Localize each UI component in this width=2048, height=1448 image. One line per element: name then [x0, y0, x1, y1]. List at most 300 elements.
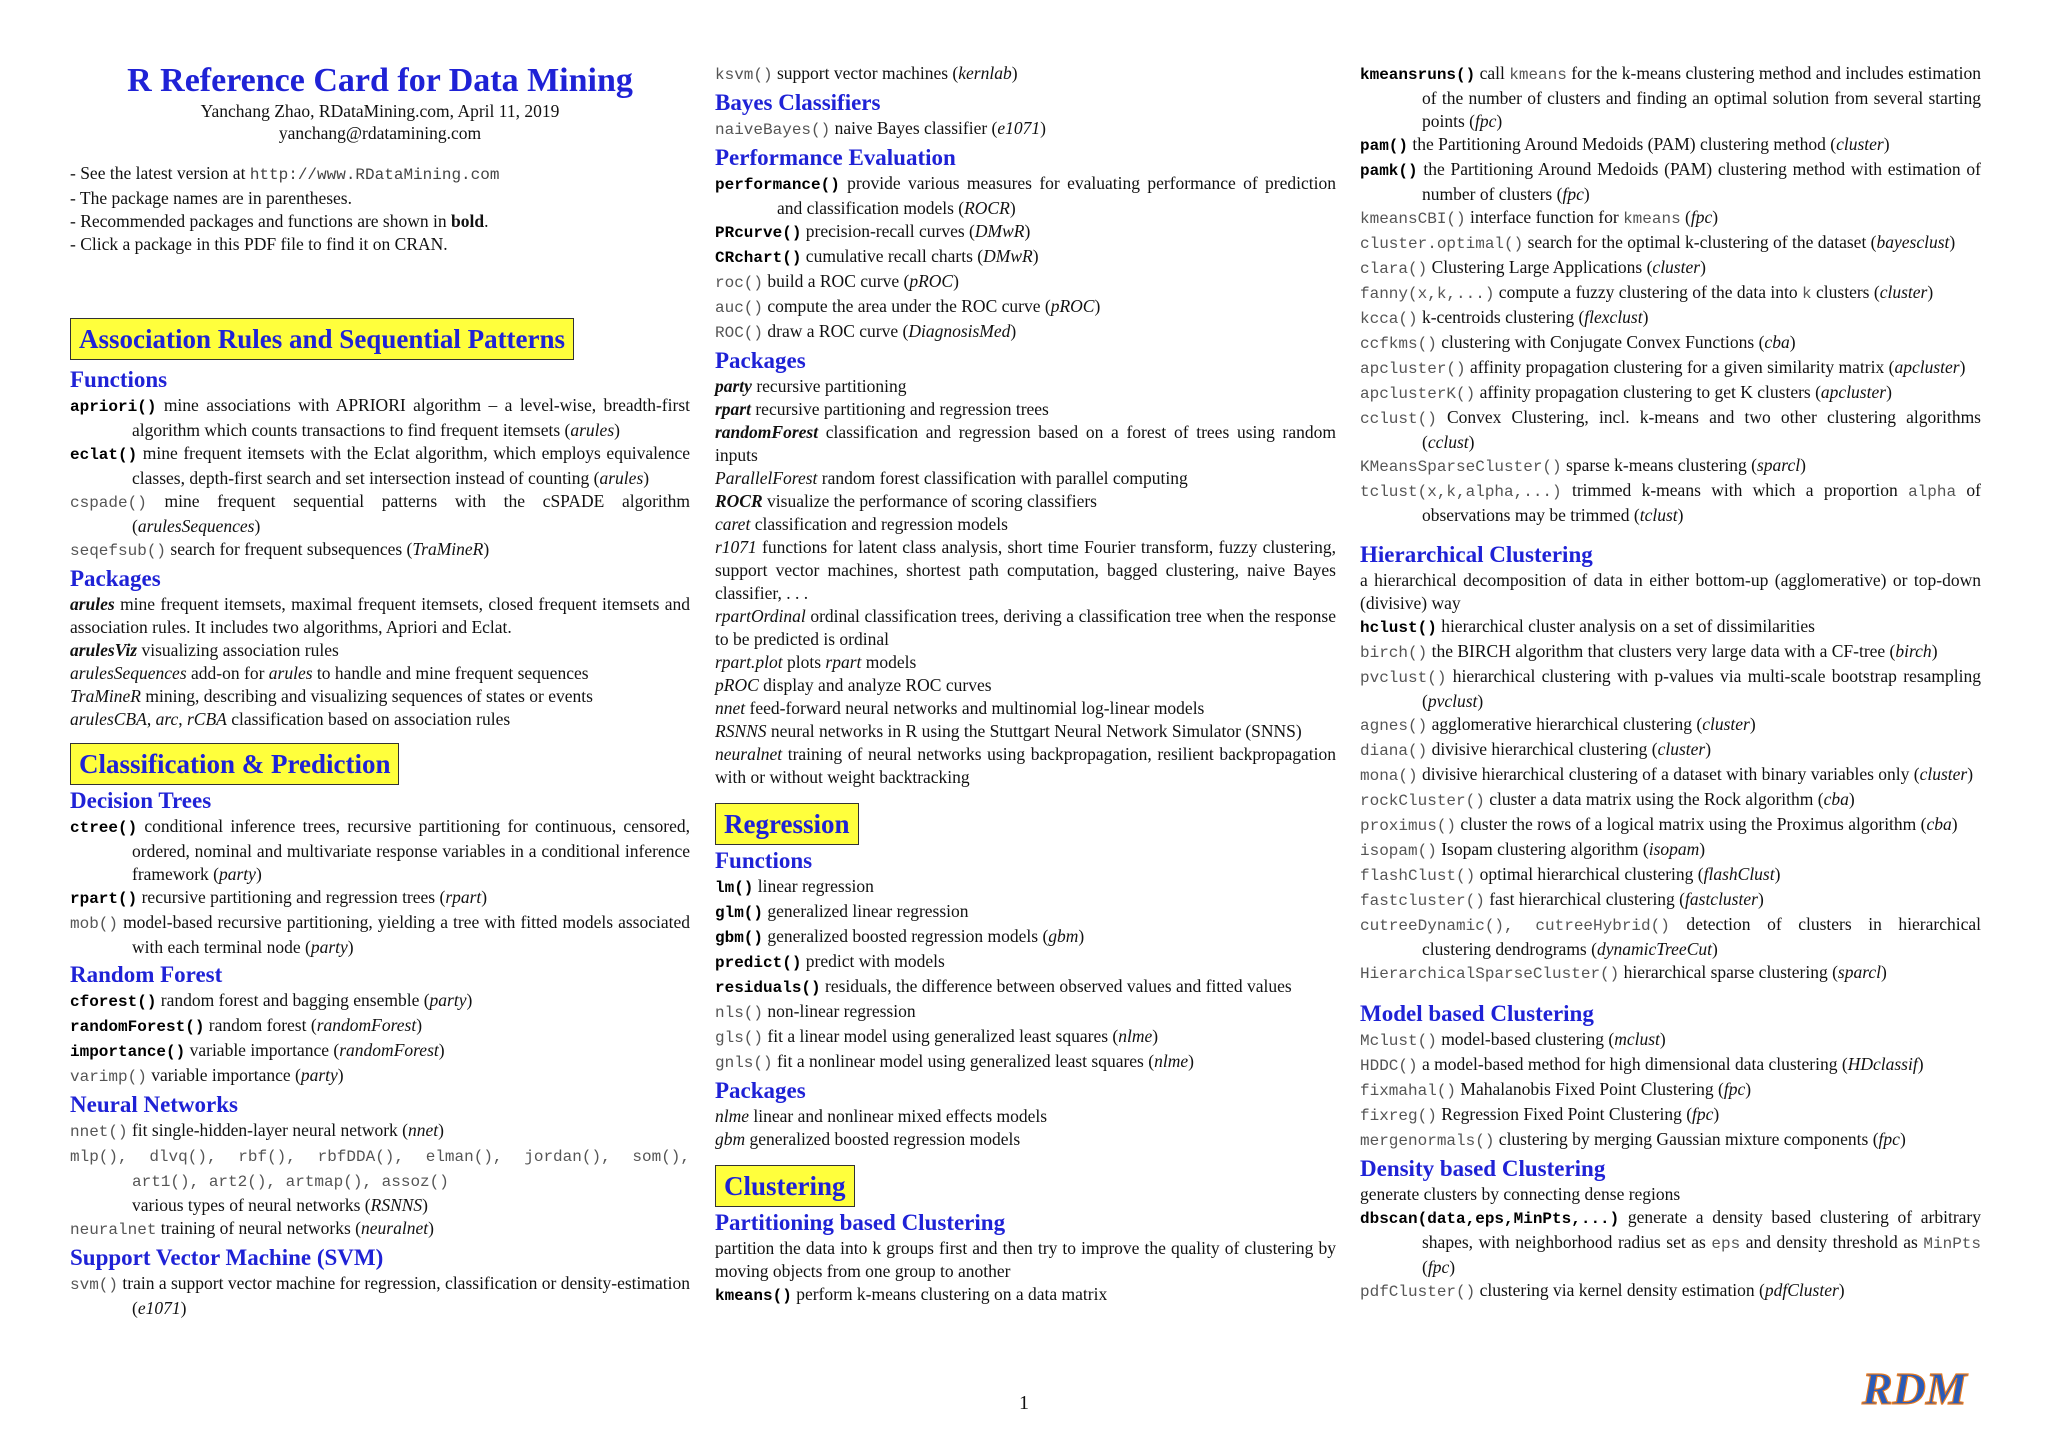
- density-intro: generate clusters by connecting dense regions: [1360, 1184, 1681, 1204]
- entry-prcurve: PRcurve() precision-recall curves (DMwR): [715, 221, 1031, 242]
- pkg-link[interactable]: fpc: [1692, 1104, 1714, 1124]
- entry-desc: generalized linear regression: [763, 901, 969, 921]
- entry-desc: hierarchical cluster analysis on a set of dissimilarities: [1436, 616, 1815, 636]
- pkg-link[interactable]: apcluster: [1820, 382, 1887, 402]
- section-regression: Regression: [715, 803, 859, 845]
- entry-desc: residuals, the difference between observed values and fitted values: [820, 976, 1292, 996]
- entry-desc: random forest classification with parallel computing: [817, 468, 1188, 488]
- pkg-link[interactable]: DMwR: [974, 221, 1025, 241]
- pkg-rpartplot-entry: [715, 651, 1336, 674]
- entry-performance: performance() provide various measures for evaluating performance of prediction and classification models (ROCR): [715, 173, 1336, 218]
- pkg-link[interactable]: neuralnet: [361, 1218, 429, 1238]
- entry-fastcluster: fastcluster() fast hierarchical clustering (fastcluster): [1360, 889, 1764, 910]
- entry-gnls: gnls() fit a nonlinear model using generalized least squares (nlme): [715, 1051, 1194, 1072]
- entry-desc: search for frequent subsequences (: [166, 539, 413, 559]
- fn-birch: birch(): [1360, 644, 1428, 662]
- entry-desc: predict with models: [801, 951, 945, 971]
- entry-desc: provide various measures for evaluating performance of prediction and classification models (: [777, 173, 1336, 218]
- entry-ksvm: ksvm() support vector machines (kernlab): [715, 63, 1018, 84]
- fn-agnes: agnes(): [1360, 717, 1428, 735]
- pkg-link[interactable]: sparcl: [1837, 962, 1882, 982]
- entry-desc: random forest and bagging ensemble (: [156, 990, 430, 1010]
- pkg-link[interactable]: cclust: [1427, 432, 1469, 452]
- column-3: [1360, 62, 1981, 1304]
- entry-desc: model-based recursive partitioning, yielding a tree with fitted models associated with each terminal node (: [118, 912, 690, 957]
- subsection-functions: Functions: [715, 848, 813, 873]
- section-clustering: Clustering: [715, 1165, 855, 1207]
- page-title: R Reference Card for Data Mining: [127, 62, 633, 99]
- fn-cspade: cspade(): [70, 494, 147, 512]
- pkg-link[interactable]: TraMineR: [412, 539, 484, 559]
- pkg-link[interactable]: fpc: [1690, 207, 1713, 227]
- pkg-link[interactable]: arulesViz: [70, 640, 138, 660]
- fn-dbscan: dbscan(data,eps,MinPts,...): [1360, 1210, 1620, 1228]
- fn-mergenormals: mergenormals(): [1360, 1132, 1495, 1150]
- fn-pvclust: pvclust(): [1360, 669, 1447, 687]
- fn-kmeans: kmeans(): [715, 1287, 792, 1305]
- entry-nls: [715, 1000, 1336, 1025]
- entry-desc: sparse k-means clustering (: [1561, 455, 1757, 475]
- fn-cclust: cclust(): [1360, 410, 1437, 428]
- entry-crchart: CRchart() cumulative recall charts (DMwR): [715, 246, 1039, 267]
- pkg-link[interactable]: cba: [1926, 814, 1952, 834]
- entry-rsnns-functions: mlp(), dlvq(), rbf(), rbfDDA(), elman(), jordan(), som(), art1(), art2(), artmap(), assoz() various types of neural networks (RSNNS): [70, 1148, 690, 1215]
- entry-desc: plots: [782, 652, 826, 672]
- entry-desc: agglomerative hierarchical clustering (: [1427, 714, 1703, 734]
- entry-hclust: [1360, 615, 1981, 640]
- pkg-link[interactable]: flexclust: [1584, 307, 1643, 327]
- fn-kmeansruns: kmeansruns(): [1360, 66, 1476, 84]
- column-2: [715, 62, 1336, 1308]
- entry-predict: [715, 950, 1336, 975]
- column-1: [70, 62, 690, 1320]
- pkg-link[interactable]: e1071: [137, 1298, 181, 1318]
- website-link[interactable]: http://www.RDataMining.com: [249, 166, 500, 184]
- entry-desc: the Partitioning Around Medoids (PAM) clustering method (: [1408, 134, 1837, 154]
- entry-desc: generate a density based clustering of arbitrary shapes, with neighborhood radius set as: [1422, 1207, 1981, 1252]
- partitioning-intro: partition the data into k groups first and then try to improve the quality of clustering by moving objects from one group to another: [715, 1238, 1336, 1281]
- pkg-link[interactable]: sparcl: [1757, 455, 1801, 475]
- entry-desc: clustering via kernel density estimation (: [1475, 1280, 1765, 1300]
- entry-kmeans: [715, 1283, 1336, 1308]
- pkg-link[interactable]: cluster: [1919, 764, 1968, 784]
- pkg-link[interactable]: fpc: [1427, 1257, 1450, 1277]
- note-recommended: [70, 210, 690, 233]
- entry-desc: train a support vector machine for regression, classification or density-estimation (: [118, 1273, 690, 1318]
- fn-auc: auc(): [715, 299, 764, 317]
- entry-gls: gls() fit a linear model using generalized least squares (nlme): [715, 1026, 1159, 1047]
- fn-roc: roc(): [715, 274, 764, 292]
- pkg-rpartordinal-entry: [715, 605, 1336, 651]
- pkg-link[interactable]: pdfCluster: [1764, 1280, 1839, 1300]
- pkg-link[interactable]: party: [715, 376, 752, 396]
- entry-desc: mine frequent itemsets with the Eclat algorithm, which employs equivalence classes, depth-first search and set intersection instead of counting (: [132, 443, 690, 488]
- subsection-bayes: Bayes Classifiers: [715, 90, 881, 115]
- pkg-link[interactable]: arulesSequences: [70, 663, 187, 683]
- entry-desc: affinity propagation clustering for a given similarity matrix (: [1465, 357, 1895, 377]
- entry-desc: mine frequent itemsets, maximal frequent itemsets, closed frequent itemsets and association rules. It includes two algorithms, Apriori and Eclat.: [70, 594, 690, 637]
- entry-desc: divisive hierarchical clustering (: [1427, 739, 1658, 759]
- entry-desc: k-centroids clustering (: [1417, 307, 1585, 327]
- pkg-link[interactable]: ROCR: [964, 198, 1010, 218]
- pkg-link[interactable]: gbm: [715, 1129, 746, 1149]
- entry-cutree: cutreeDynamic(), cutreeHybrid() detection of clusters in hierarchical clustering dendrograms (dynamicTreeCut): [1360, 914, 1981, 959]
- entry-desc: naive Bayes classifier (: [830, 118, 998, 138]
- pkg-gbm-entry: [715, 1128, 1336, 1151]
- entry-glm: [715, 900, 1336, 925]
- pkg-link[interactable]: fpc: [1723, 1079, 1746, 1099]
- pkg-link[interactable]: cba: [1764, 332, 1790, 352]
- pkg-link[interactable]: isopam: [1648, 839, 1700, 859]
- pkg-link[interactable]: party: [300, 1065, 338, 1085]
- pkg-parallelforest-entry: [715, 467, 1336, 490]
- fn-gnls: gnls(): [715, 1054, 773, 1072]
- entry-desc: affinity propagation clustering to get K clusters (: [1475, 382, 1821, 402]
- entry-desc: non-linear regression: [763, 1001, 916, 1021]
- entry-fanny: fanny(x,k,...) compute a fuzzy clustering of the data into k clusters (cluster): [1360, 282, 1934, 303]
- pkg-link[interactable]: arc: [155, 709, 179, 729]
- entry-desc: clusters (: [1811, 282, 1880, 302]
- pkg-rocr-entry: [715, 490, 1336, 513]
- subsection-packages: Packages: [715, 348, 806, 373]
- pkg-link[interactable]: flashClust: [1703, 864, 1775, 884]
- fn-glm: glm(): [715, 904, 764, 922]
- pkg-link[interactable]: party: [310, 937, 348, 957]
- pkg-link[interactable]: pvclust: [1427, 691, 1478, 711]
- rdm-logo-text: RDM: [1862, 1363, 1967, 1414]
- pkg-link[interactable]: DiagnosisMed: [908, 321, 1011, 341]
- entry-apcluster: apcluster() affinity propagation clustering for a given similarity matrix (apcluster): [1360, 357, 1966, 378]
- entry-pam: pam() the Partitioning Around Medoids (PAM) clustering method (cluster): [1360, 134, 1890, 155]
- entry-fixreg: fixreg() Regression Fixed Point Clustering (fpc): [1360, 1104, 1720, 1125]
- fn-ref: eps: [1711, 1235, 1741, 1253]
- entry-ccfkms: ccfkms() clustering with Conjugate Convex Functions (cba): [1360, 332, 1796, 353]
- entry-desc: build a ROC curve (: [763, 271, 910, 291]
- entry-nnet: nnet() fit single-hidden-layer neural network (nnet): [70, 1120, 444, 1141]
- entry-desc: Convex Clustering, incl. k-means and two other clustering algorithms (: [1422, 407, 1981, 452]
- fn-ref: kmeans: [1509, 66, 1567, 84]
- fn-neuralnet: neuralnet: [70, 1221, 157, 1239]
- pkg-link[interactable]: party: [429, 990, 467, 1010]
- section-classification: Classification & Prediction: [70, 743, 399, 785]
- pkg-arulesviz-entry: [70, 639, 690, 662]
- entry-lm: [715, 875, 1336, 900]
- fn-rsnns-list: mlp(), dlvq(), rbf(), rbfDDA(), elman(), jordan(), som(), art1(), art2(), artmap(), assoz(): [70, 1148, 690, 1191]
- subsection-packages: Packages: [715, 1078, 806, 1103]
- entry-desc: functions for latent class analysis, short time Fourier transform, fuzzy clustering, support vector machines, shortest path computation, bagged clustering, naive Bayes classifier, . . .: [715, 537, 1336, 603]
- entry-desc: of observations may be trimmed (: [1422, 480, 1982, 525]
- subsection-packages: Packages: [70, 566, 161, 591]
- fn-hierarchicalsparsecluster: HierarchicalSparseCluster(): [1360, 965, 1620, 983]
- pkg-link[interactable]: tclust: [1639, 505, 1678, 525]
- fn-crchart: CRchart(): [715, 249, 802, 267]
- pkg-link[interactable]: arulesCBA: [70, 709, 147, 729]
- entry-hierarchicalsparsecluster: HierarchicalSparseCluster() hierarchical sparse clustering (sparcl): [1360, 962, 1887, 983]
- fn-mclust: Mclust(): [1360, 1032, 1437, 1050]
- entry-desc: linear and nonlinear mixed effects models: [749, 1106, 1048, 1126]
- pkg-link[interactable]: pROC: [715, 675, 759, 695]
- fn-isopam: isopam(): [1360, 842, 1437, 860]
- entry-desc: perform k-means clustering on a data matrix: [791, 1284, 1108, 1304]
- entry-diana: diana() divisive hierarchical clustering (cluster): [1360, 739, 1712, 760]
- pkg-link[interactable]: cluster: [1879, 282, 1928, 302]
- pkg-arulescba-entry: arulesCBA, arc, rCBA classification based on association rules: [70, 709, 511, 729]
- pkg-link[interactable]: nnet: [408, 1120, 439, 1140]
- entry-kmeanscbi: kmeansCBI() interface function for kmeans (fpc): [1360, 207, 1719, 228]
- entry-desc: visualizing association rules: [137, 640, 339, 660]
- fn-lm: lm(): [715, 879, 754, 897]
- entry-desc: and density threshold as: [1740, 1232, 1924, 1252]
- pkg-e1071-entry: [715, 536, 1336, 605]
- pkg-link[interactable]: cba: [1823, 789, 1849, 809]
- subsection-random-forest: Random Forest: [70, 962, 223, 987]
- pkg-link[interactable]: bayesclust: [1876, 232, 1950, 252]
- pkg-rpart-entry: [715, 398, 1336, 421]
- entry-pamk: pamk() the Partitioning Around Medoids (PAM) clustering method with estimation of number of clusters (fpc): [1360, 159, 1981, 204]
- pkg-link[interactable]: pROC: [1050, 296, 1095, 316]
- fn-ref: MinPts: [1923, 1235, 1981, 1253]
- pkg-link[interactable]: kernlab: [958, 63, 1012, 83]
- fn-apclusterk: apclusterK(): [1360, 385, 1476, 403]
- fn-svm: svm(): [70, 1276, 119, 1294]
- entry-desc: recursive partitioning: [751, 376, 907, 396]
- note-bold: bold: [451, 211, 485, 231]
- entry-svm: svm() train a support vector machine for regression, classification or density-estimation (e1071): [70, 1273, 690, 1318]
- pkg-link[interactable]: party: [218, 864, 256, 884]
- fn-varimp: varimp(): [70, 1068, 147, 1086]
- entry-desc: hierarchical sparse clustering (: [1619, 962, 1838, 982]
- pkg-ref: rpart: [825, 652, 862, 672]
- entry-desc: cumulative recall charts (: [801, 246, 984, 266]
- fn-apcluster: apcluster(): [1360, 360, 1466, 378]
- entry-desc: model-based clustering (: [1436, 1029, 1615, 1049]
- entry-desc: search for the optimal k-clustering of the dataset (: [1523, 232, 1877, 252]
- pkg-link[interactable]: ROCR: [715, 491, 763, 511]
- entry-mona: mona() divisive hierarchical clustering of a dataset with binary variables only (cluster): [1360, 764, 1974, 785]
- entry-fixmahal: fixmahal() Mahalanobis Fixed Point Clustering (fpc): [1360, 1079, 1752, 1100]
- entry-neuralnet: neuralnet training of neural networks (neuralnet): [70, 1218, 434, 1239]
- entry-residuals: [715, 975, 1336, 1000]
- pkg-link[interactable]: arules: [599, 468, 644, 488]
- entry-hddc: HDDC() a model-based method for high dimensional data clustering (HDclassif): [1360, 1054, 1924, 1075]
- pkg-link[interactable]: arules: [570, 420, 615, 440]
- fn-pamk: pamk(): [1360, 162, 1418, 180]
- fn-cforest: cforest(): [70, 993, 157, 1011]
- fn-ref: kmeans: [1623, 210, 1681, 228]
- fn-fanny: fanny(x,k,...): [1360, 285, 1495, 303]
- pkg-link[interactable]: cluster: [1836, 134, 1884, 154]
- subsection-model-based: Model based Clustering: [1360, 1001, 1594, 1026]
- entry-desc: variable importance (: [146, 1065, 301, 1085]
- pkg-link[interactable]: fpc: [1475, 111, 1497, 131]
- pkg-link[interactable]: fpc: [1878, 1129, 1900, 1149]
- entry-isopam: isopam() Isopam clustering algorithm (isopam): [1360, 839, 1706, 860]
- fn-cluster-optimal: cluster.optimal(): [1360, 235, 1524, 253]
- entry-desc: the Partitioning Around Medoids (PAM) clustering method with estimation of number of clusters (: [1417, 159, 1981, 204]
- entry-clara: clara() Clustering Large Applications (cluster): [1360, 257, 1706, 278]
- entry-varimp: varimp() variable importance (party): [70, 1065, 344, 1086]
- pkg-ref: arules: [268, 663, 313, 683]
- fn-seqefsub: seqefsub(): [70, 542, 167, 560]
- pkg-link[interactable]: HDclassif: [1847, 1054, 1918, 1074]
- entry-desc: recursive partitioning and regression trees (: [137, 887, 446, 907]
- entry-desc: detection of clusters in hierarchical clustering dendrograms (: [1422, 914, 1981, 959]
- fn-hddc: HDDC(): [1360, 1057, 1418, 1075]
- subsection-partitioning: Partitioning based Clustering: [715, 1210, 1006, 1235]
- pkg-link[interactable]: cluster: [1652, 257, 1701, 277]
- fn-flashclust: flashClust(): [1360, 867, 1476, 885]
- entry-apclusterk: apclusterK() affinity propagation clustering to get K clusters (apcluster): [1360, 382, 1892, 403]
- entry-birch: birch() the BIRCH algorithm that clusters very large data with a CF-tree (birch): [1360, 641, 1938, 662]
- fn-prcurve: PRcurve(): [715, 224, 802, 242]
- pkg-link[interactable]: e1071: [997, 118, 1041, 138]
- fn-naivebayes: naiveBayes(): [715, 121, 831, 139]
- fn-rockcluster: rockCluster(): [1360, 792, 1485, 810]
- pkg-link[interactable]: cluster: [1702, 714, 1750, 734]
- pkg-link[interactable]: rpartOrdinal: [715, 606, 806, 626]
- fn-ref: alpha: [1908, 483, 1957, 501]
- entry-desc: recursive partitioning and regression trees: [750, 399, 1049, 419]
- fn-gls: gls(): [715, 1029, 764, 1047]
- entry-naivebayes: naiveBayes() naive Bayes classifier (e1071): [715, 118, 1046, 139]
- pkg-link[interactable]: rpart: [445, 887, 482, 907]
- page-number: 1: [1019, 1392, 1029, 1414]
- entry-desc: training of neural networks using backpropagation, resilient backpropagation with or without weight backtracking: [715, 744, 1336, 787]
- entry-dbscan: dbscan(data,eps,MinPts,...) generate a density based clustering of arbitrary shapes, with neighborhood radius set as eps and density threshold as MinPts (fpc): [1360, 1207, 1981, 1277]
- fn-hclust: hclust(): [1360, 619, 1437, 637]
- pkg-link[interactable]: randomForest: [715, 422, 819, 442]
- pkg-link[interactable]: rpart: [715, 399, 751, 419]
- subsection-hierarchical: Hierarchical Clustering: [1360, 542, 1593, 567]
- entry-desc: mine frequent sequential patterns with the cSPADE algorithm (: [132, 491, 690, 536]
- pkg-link[interactable]: mclust: [1614, 1029, 1660, 1049]
- pkg-link[interactable]: r1071: [715, 537, 757, 557]
- pkg-link[interactable]: fpc: [1562, 184, 1584, 204]
- fn-eclat: eclat(): [70, 446, 138, 464]
- pkg-link[interactable]: dynamicTreeCut: [1596, 939, 1712, 959]
- pkg-link[interactable]: randomForest: [339, 1040, 439, 1060]
- entry-desc: Clustering Large Applications (: [1427, 257, 1653, 277]
- pkg-link[interactable]: rpart.plot: [715, 652, 783, 672]
- entry-desc: feed-forward neural networks and multinomial log-linear models: [745, 698, 1205, 718]
- fn-proximus: proximus(): [1360, 817, 1457, 835]
- fn-tclust: tclust(x,k,alpha,...): [1360, 483, 1562, 501]
- fn-diana: diana(): [1360, 742, 1428, 760]
- entry-flashclust: flashClust() optimal hierarchical clustering (flashClust): [1360, 864, 1781, 885]
- pkg-link[interactable]: nlme: [1154, 1051, 1189, 1071]
- entry-desc: cluster the rows of a logical matrix using the Proximus algorithm (: [1456, 814, 1927, 834]
- subsection-svm: Support Vector Machine (SVM): [70, 1245, 384, 1270]
- entry-desc: conditional inference trees, recursive partitioning for continuous, censored, ordered, nominal and multivariate response variables in a conditional inference framework (: [132, 816, 690, 884]
- pkg-link[interactable]: ParallelForest: [715, 468, 818, 488]
- entry-desc: cluster a data matrix using the Rock algorithm (: [1484, 789, 1824, 809]
- pkg-link[interactable]: pROC: [909, 271, 954, 291]
- pkg-link[interactable]: birch: [1895, 641, 1932, 661]
- fn-nls: nls(): [715, 1004, 764, 1022]
- note-text: .: [484, 211, 489, 231]
- pkg-link[interactable]: rCBA: [187, 709, 227, 729]
- section-association-rules: Association Rules and Sequential Patterns: [70, 318, 574, 360]
- entry-desc: interface function for: [1465, 207, 1624, 227]
- pkg-arules-entry: [70, 593, 690, 639]
- pkg-link[interactable]: RSNNS: [715, 721, 767, 741]
- entry-desc: fast hierarchical clustering (: [1484, 889, 1686, 909]
- pkg-party-entry: [715, 375, 1336, 398]
- fn-ref: k: [1802, 285, 1812, 303]
- entry-desc: for the k-means clustering method and includes estimation of the number of clusters and finding an optimal solution from several starting points (: [1422, 63, 1981, 131]
- pkg-link[interactable]: nlme: [715, 1106, 750, 1126]
- entry-desc: to handle and mine frequent sequences: [312, 663, 589, 683]
- pkg-caret-entry: [715, 513, 1336, 536]
- entry-rockcluster: rockCluster() cluster a data matrix using the Rock algorithm (cba): [1360, 789, 1855, 810]
- fn-ccfkms: ccfkms(): [1360, 335, 1437, 353]
- fn-fixreg: fixreg(): [1360, 1107, 1437, 1125]
- entry-pvclust: pvclust() hierarchical clustering with p-values via multi-scale bootstrap resampling (pvclust): [1360, 666, 1981, 711]
- entry-desc: fit a nonlinear model using generalized least squares (: [772, 1051, 1155, 1071]
- entry-ctree: ctree() conditional inference trees, recursive partitioning for continuous, censored, ordered, nominal and multivariate response variables in a conditional inference framework (party): [70, 816, 690, 884]
- pkg-link[interactable]: caret: [715, 514, 751, 534]
- fn-kmeanssparsecluster: KMeansSparseCluster(): [1360, 458, 1562, 476]
- subsection-functions: Functions: [70, 367, 168, 392]
- entry-desc: mine associations with APRIORI algorithm – a level-wise, breadth-first algorithm which counts transactions to find frequent itemsets (: [132, 395, 690, 440]
- entry-mergenormals: mergenormals() clustering by merging Gaussian mixture components (fpc): [1360, 1129, 1906, 1150]
- fn-importance: importance(): [70, 1043, 186, 1061]
- pkg-traminer-entry: [70, 685, 690, 708]
- pkg-link[interactable]: DMwR: [983, 246, 1033, 266]
- pkg-link[interactable]: nnet: [715, 698, 746, 718]
- entry-roc: roc() build a ROC curve (pROC): [715, 271, 959, 292]
- entry-desc: classification based on association rules: [226, 709, 511, 729]
- pkg-link[interactable]: nlme: [1118, 1026, 1153, 1046]
- entry-mob: mob() model-based recursive partitioning, yielding a tree with fitted models associated with each terminal node (party): [70, 912, 690, 957]
- fn-gbm: gbm(): [715, 929, 764, 947]
- pkg-link[interactable]: cluster: [1657, 739, 1706, 759]
- pkg-link[interactable]: RSNNS: [370, 1195, 423, 1215]
- entry-desc: draw a ROC curve (: [763, 321, 909, 341]
- pkg-link[interactable]: neuralnet: [715, 744, 783, 764]
- subsection-density-based: Density based Clustering: [1360, 1156, 1606, 1181]
- pkg-link[interactable]: gbm: [1048, 926, 1079, 946]
- entry-desc: training of neural networks (: [156, 1218, 362, 1238]
- entry-kcca: kcca() k-centroids clustering (flexclust): [1360, 307, 1649, 328]
- entry-eclat: eclat() mine frequent itemsets with the Eclat algorithm, which employs equivalence classes, depth-first search and set intersection instead of counting (arules): [70, 443, 690, 488]
- entry-seqefsub: seqefsub() search for frequent subsequences (TraMineR): [70, 539, 490, 560]
- pkg-link[interactable]: randomForest: [316, 1015, 417, 1035]
- entry-apriori: apriori() mine associations with APRIORI algorithm – a level-wise, breadth-first algorithm which counts transactions to find frequent itemsets (arules): [70, 395, 690, 440]
- entry-desc: linear regression: [753, 876, 874, 896]
- entry-desc: clustering by merging Gaussian mixture components (: [1494, 1129, 1879, 1149]
- entry-desc: classification and regression based on a forest of trees using random inputs: [715, 422, 1336, 465]
- pkg-link[interactable]: fastcluster: [1685, 889, 1758, 909]
- subsection-performance: Performance Evaluation: [715, 145, 956, 170]
- fn-ctree: ctree(): [70, 819, 138, 837]
- notes: [70, 162, 690, 256]
- entry-tclust: tclust(x,k,alpha,...) trimmed k-means with which a proportion alpha of observations may be trimmed (tclust): [1360, 480, 1982, 525]
- pkg-rsnns-entry: [715, 720, 1336, 743]
- pkg-link[interactable]: apcluster: [1894, 357, 1960, 377]
- pkg-link[interactable]: TraMineR: [70, 686, 141, 706]
- subsection-decision-trees: Decision Trees: [70, 788, 212, 813]
- pkg-link[interactable]: arulesSequences: [137, 516, 255, 536]
- entry-desc: classification and regression models: [750, 514, 1008, 534]
- entry-desc: hierarchical clustering with p-values via multi-scale bootstrap resampling (: [1422, 666, 1981, 711]
- fn-fastcluster: fastcluster(): [1360, 892, 1485, 910]
- entry-desc: compute a fuzzy clustering of the data into: [1494, 282, 1803, 302]
- pkg-link[interactable]: arules: [70, 594, 115, 614]
- entry-desc: generalized boosted regression models: [745, 1129, 1021, 1149]
- entry-desc: compute the area under the ROC curve (: [763, 296, 1051, 316]
- entry-cluster-optimal: cluster.optimal() search for the optimal k-clustering of the dataset (bayesclust): [1360, 232, 1956, 253]
